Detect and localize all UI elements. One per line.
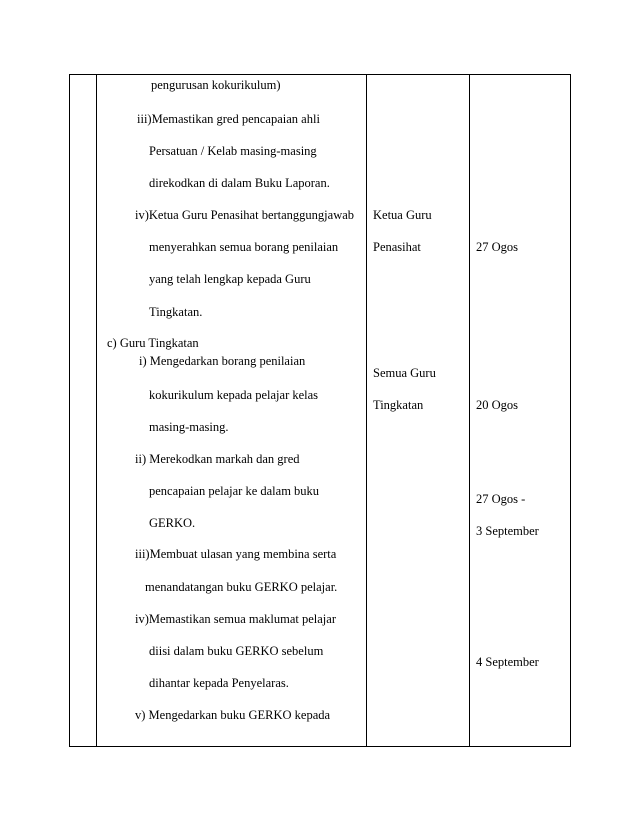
activity-line: c) Guru Tingkatan xyxy=(107,336,199,350)
activity-line: direkodkan di dalam Buku Laporan. xyxy=(149,176,330,190)
activity-line: pengurusan kokurikulum) xyxy=(151,78,281,92)
activity-line: diisi dalam buku GERKO sebelum xyxy=(149,644,324,658)
table-bottom-border xyxy=(69,746,571,747)
date-line: 3 September xyxy=(476,524,539,538)
table-top-border xyxy=(69,74,571,75)
activity-line: dihantar kepada Penyelaras. xyxy=(149,676,289,690)
activity-line: yang telah lengkap kepada Guru xyxy=(149,272,311,286)
responsible-line: Ketua Guru xyxy=(373,208,432,222)
activity-line: v) Mengedarkan buku GERKO kepada xyxy=(135,708,331,722)
activity-line: iv)Memastikan semua maklumat pelajar xyxy=(135,612,336,626)
activity-line: Tingkatan. xyxy=(149,305,203,319)
activity-line: pencapaian pelajar ke dalam buku xyxy=(149,484,320,498)
activity-line: ii) Merekodkan markah dan gred xyxy=(135,452,300,466)
activity-line: iii)Memastikan gred pencapaian ahli xyxy=(137,112,320,126)
date-line: 20 Ogos xyxy=(476,398,519,412)
activity-line: iii)Membuat ulasan yang membina serta xyxy=(135,547,337,561)
table-col-border-2 xyxy=(96,74,97,747)
date-line: 27 Ogos - xyxy=(476,492,526,506)
table-col-border-5 xyxy=(570,74,571,747)
activity-line: kokurikulum kepada pelajar kelas xyxy=(149,388,319,402)
responsible-line: Penasihat xyxy=(373,240,421,254)
responsible-line: Semua Guru xyxy=(373,366,436,380)
responsible-line: Tingkatan xyxy=(373,398,424,412)
table-col-border-3 xyxy=(366,74,367,747)
activity-line: Persatuan / Kelab masing-masing xyxy=(149,144,317,158)
date-line: 27 Ogos xyxy=(476,240,519,254)
date-line: 4 September xyxy=(476,655,539,669)
table-col-border-4 xyxy=(469,74,470,747)
activity-line: menyerahkan semua borang penilaian xyxy=(149,240,339,254)
table-col-border-1 xyxy=(69,74,70,747)
activity-line: GERKO. xyxy=(149,516,196,530)
activity-line: iv)Ketua Guru Penasihat bertanggungjawab xyxy=(135,208,355,222)
activity-line: masing-masing. xyxy=(149,420,229,434)
activity-line: i) Mengedarkan borang penilaian xyxy=(139,354,306,368)
activity-line: menandatangan buku GERKO pelajar. xyxy=(145,580,338,594)
